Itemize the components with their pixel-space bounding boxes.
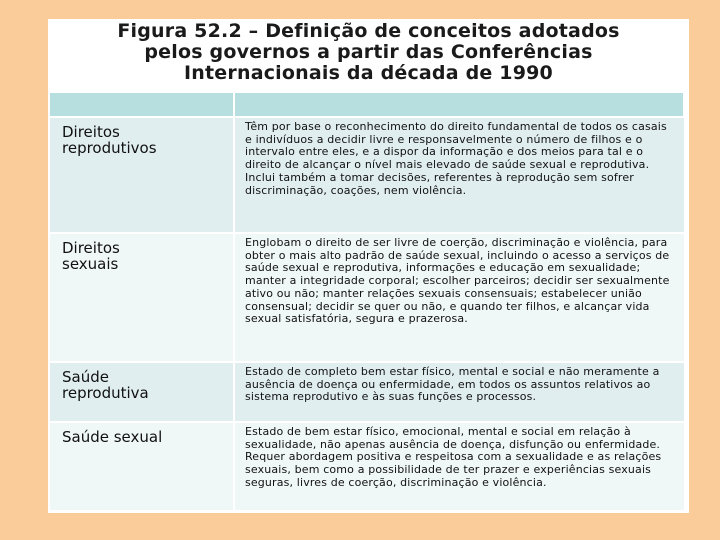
table-header-row <box>50 93 684 117</box>
figure-title <box>48 21 689 84</box>
table-row <box>50 362 684 422</box>
definition-cell: Englobam o direito de ser livre de coerção, discriminação e violência, para obter o mais alto padrão de saúde sexual, incluindo o acesso a serviços de saúde sexual e reprodutiva, informações e educação em sexualidade; manter a integridade corporal; escolher parceiros; decidir ser sexualmente ativo ou não; manter relações sexuais consensuais; estabelecer união consensual; decidir se quer ou não, e quando ter filhos, e alcançar vida sexual satisfatória, segura e prazerosa. <box>234 233 684 362</box>
table-header-cell-term <box>50 93 234 117</box>
term-line: Direitos <box>62 239 120 257</box>
definition-cell: Estado de completo bem estar físico, mental e social e não meramente a ausência de doença ou enfermidade, em todos os assuntos relativos ao sistema reprodutivo e às suas funções e processos. <box>234 362 684 422</box>
definitions-table <box>50 93 685 510</box>
term-line: Saúde sexual <box>62 428 163 446</box>
slide-panel <box>48 19 689 513</box>
table-header-cell-definition <box>234 93 684 117</box>
definition-cell: Têm por base o reconhecimento do direito fundamental de todos os casais e indivíduos a decidir livre e responsavelmente o número de filhos e o intervalo entre eles, e a dispor da informação e dos meios para tal e o direito de alcançar o nível mais elevado de saúde sexual e reprodutiva. Inclui também a tomar decisões, referentes à reprodução sem sofrer discriminação, coações, nem violência. <box>234 117 684 233</box>
term-line: Saúde <box>62 368 109 386</box>
term-cell <box>50 362 234 422</box>
figure-title-line-1: Figura 52.2 – Definição de conceitos adotados <box>117 20 620 42</box>
term-line: reprodutivos <box>62 139 157 157</box>
table-row <box>50 117 684 233</box>
term-line: reprodutiva <box>62 384 149 402</box>
definition-cell: Estado de bem estar físico, emocional, mental e social em relação à sexualidade, não apenas ausência de doença, disfunção ou enfermidade. Requer abordagem positiva e respeitosa com a sexualidade e as relações sexuais, bem como a possibilidade de ter prazer e experiências sexuais seguras, livres de coerção, discriminação e violência. <box>234 422 684 510</box>
figure-title-line-3: Internacionais da década de 1990 <box>184 62 553 84</box>
term-cell <box>50 422 234 510</box>
term-line: sexuais <box>62 255 119 273</box>
term-line: Direitos <box>62 123 120 141</box>
table-row <box>50 422 684 510</box>
term-cell <box>50 233 234 362</box>
table-row <box>50 233 684 362</box>
figure-title-line-2: pelos governos a partir das Conferências <box>144 41 593 63</box>
term-cell <box>50 117 234 233</box>
